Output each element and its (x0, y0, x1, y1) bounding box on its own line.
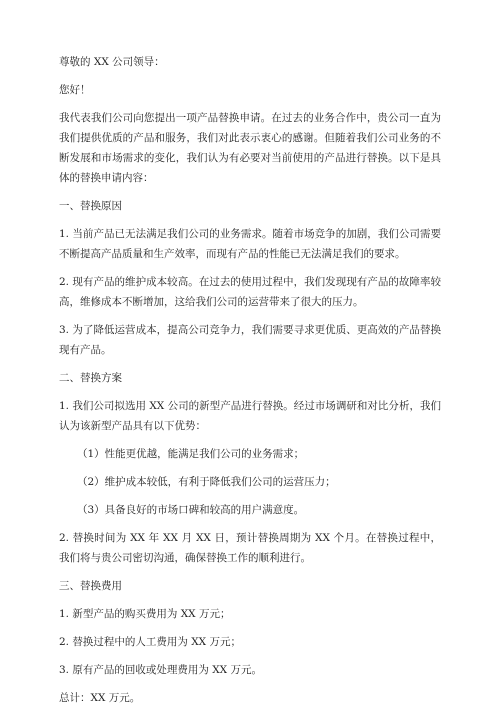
advantage-item-1: （1）性能更优越，能满足我们公司的业务需求； (77, 448, 305, 460)
salutation: 尊敬的 XX 公司领导： (59, 56, 165, 68)
letter-body (59, 52, 441, 716)
cost-item-3: 3. 原有产品的回收或处理费用为 XX 万元。 (59, 664, 262, 676)
reason-item-2: 2. 现有产品的维护成本较高。在过去的使用过程中，我们发现现有产品的故障率较高，维修成本不断增加，这给我们公司的运营带来了很大的压力。 (59, 276, 441, 308)
cost-total: 总计：XX 万元。 (59, 692, 141, 704)
greeting: 您好！ (59, 84, 91, 96)
section-heading-costs: 三、替换费用 (59, 580, 122, 592)
reason-item-1: 1. 当前产品已无法满足我们公司的业务需求。随着市场竞争的加剧，我们公司需要不断提高产品质量和生产效率，而现有产品的性能已无法满足我们的要求。 (59, 228, 441, 260)
intro-paragraph: 我代表我们公司向您提出一项产品替换申请。在过去的业务合作中，贵公司一直为我们提供优质的产品和服务，我们对此表示衷心的感谢。但随着我们公司业务的不断发展和市场需求的变化，我们认为有必要对当前使用的产品进行替换。以下是具体的替换申请内容： (59, 112, 441, 184)
plan-item-2: 2. 替换时间为 XX 年 XX 月 XX 日，预计替换周期为 XX 个月。在替换过程中，我们将与贵公司密切沟通，确保替换工作的顺利进行。 (59, 532, 441, 564)
cost-item-1: 1. 新型产品的购买费用为 XX 万元； (59, 608, 231, 620)
advantage-item-3: （3）具备良好的市场口碑和较高的用户满意度。 (77, 504, 305, 516)
reason-item-3: 3. 为了降低运营成本，提高公司竞争力，我们需要寻求更优质、更高效的产品替换现有产品。 (59, 324, 441, 356)
advantage-item-2: （2）维护成本较低，有利于降低我们公司的运营压力； (77, 476, 336, 488)
plan-item-1: 1. 我们公司拟选用 XX 公司的新型产品进行替换。经过市场调研和对比分析，我们认为该新型产品具有以下优势： (59, 400, 441, 432)
section-heading-reasons: 一、替换原因 (59, 200, 122, 212)
section-heading-plan: 二、替换方案 (59, 372, 122, 384)
cost-item-2: 2. 替换过程中的人工费用为 XX 万元； (59, 636, 241, 648)
